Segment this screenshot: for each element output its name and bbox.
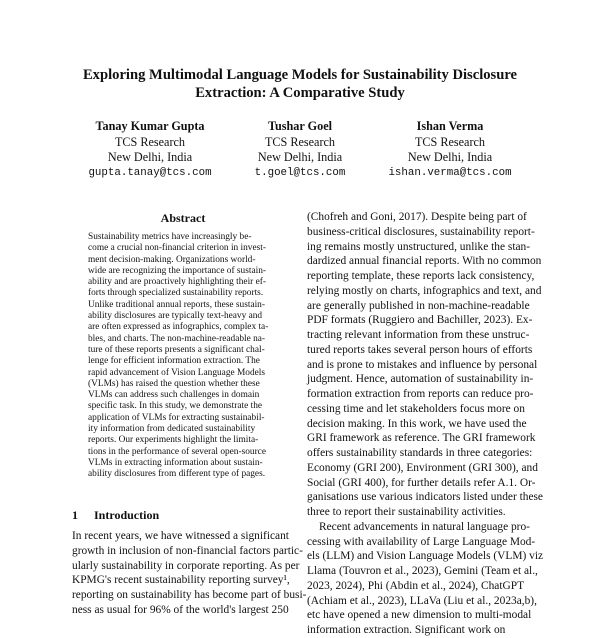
text-line: wide are recognizing the importance of sustain-: [88, 265, 266, 276]
text-line: Social (GRI 400), for further details refer A.1. Or-: [307, 476, 536, 489]
text-line: three to report their sustainability activities.: [307, 506, 506, 518]
text-line: are often expressed as infographics, complex ta-: [88, 322, 269, 333]
text-line: Recent advancements in natural language pro-: [319, 520, 530, 533]
text-line: decision making. In this work, we have used the: [307, 417, 527, 430]
text-line: business-critical disclosures, sustainability report-: [307, 225, 535, 238]
author-name: Tanay Kumar Gupta: [95, 119, 205, 133]
text-line: etc have opened a new dimension to multi-modal: [307, 609, 532, 622]
author-email: gupta.tanay@tcs.com: [88, 166, 212, 179]
text-line: ularly sustainability in corporate reporting. As per: [72, 559, 300, 572]
text-line: ment decision-making. Organizations world-: [88, 254, 256, 265]
section-heading-introduction: [72, 508, 302, 523]
text-line: GRI framework as reference. The GRI framework: [307, 432, 536, 445]
text-line: cessing time and let stakeholders focus more on: [307, 402, 525, 415]
title-line-2: Extraction: A Comparative Study: [195, 85, 405, 101]
author-affiliation: TCS Research: [114, 134, 186, 149]
abstract-heading: Abstract: [160, 211, 206, 225]
abstract-body: [88, 232, 278, 481]
author-email: t.goel@tcs.com: [254, 166, 346, 179]
text-line: KPMG's recent sustainability reporting survey¹,: [72, 574, 290, 587]
text-line: bles, and charts. The non-machine-readable na-: [88, 333, 266, 344]
text-line: and is prone to mistakes and influence by personal: [307, 358, 538, 371]
author-location: New Delhi, India: [407, 150, 493, 164]
text-line: ganisations use various indicators listed under these: [307, 491, 543, 504]
text-line: VLMs in extracting information about sustain-: [88, 457, 263, 468]
text-line: ity information from dedicated sustainability: [88, 424, 256, 435]
text-line: tured reports takes several person hours of efforts: [307, 343, 533, 356]
text-line: tions in the performance of several open-source: [88, 446, 266, 457]
text-line: are generally published in non-machine-readable: [307, 299, 530, 312]
text-line: come a crucial non-financial criterion in invest-: [88, 243, 266, 254]
section-title: Introduction: [94, 508, 160, 522]
text-line: specific task. In this study, we demonstrate the: [88, 401, 263, 412]
author-email: ishan.verma@tcs.com: [388, 166, 512, 179]
text-line: rapid advancement of Vision Language Models: [88, 367, 266, 378]
right-paragraph-2: [307, 520, 544, 638]
text-line: cessing with availability of Large Language Mod-: [307, 535, 536, 548]
text-line: reporting on sustainability has become part of busi-: [72, 589, 307, 602]
text-line: VLMs can address such challenges in domain: [88, 390, 260, 401]
text-line: ture of these reports presents a significant chal-: [88, 344, 265, 355]
text-line: ability and are proactively highlighting their ef-: [88, 277, 266, 288]
text-line: lenge for efficient information extraction. The: [88, 356, 260, 367]
text-line: 2023, 2024), Phi (Abdin et al., 2024), ChatGPT: [307, 579, 525, 592]
text-line: ness as usual for 96% of the world's largest 250: [72, 603, 289, 616]
text-line: ing remains mostly unstructured, unlike the stan-: [307, 240, 531, 253]
right-paragraph-1: [307, 210, 543, 520]
author-name: Ishan Verma: [416, 119, 484, 133]
author-affiliation: TCS Research: [414, 134, 486, 149]
text-line: forts through specialized sustainability reports.: [88, 288, 264, 299]
text-line: (VLMs) has raised the question whether these: [88, 378, 260, 389]
text-line: application of VLMs for extracting sustainabil-: [88, 412, 265, 423]
text-line: (Achiam et al., 2023), LLaVa (Liu et al., 2023a,b),: [307, 594, 537, 607]
text-line: relying mostly on charts, infographics and text, and: [307, 284, 542, 297]
section-number: 1: [72, 508, 78, 522]
text-line: Sustainability metrics have increasingly be-: [88, 232, 252, 242]
text-line: els (LLM) and Vision Language Models (VLM) viz: [307, 550, 544, 563]
text-line: information extraction. Significant work on: [307, 624, 506, 636]
text-line: (Chofreh and Goni, 2017). Despite being part of: [307, 211, 527, 223]
text-line: ability disclosures are typically text-heavy and: [88, 311, 263, 322]
text-line: dardized annual financial reports. With no common: [307, 255, 542, 268]
text-line: reporting template, these reports lack consistency,: [307, 270, 535, 282]
text-line: ability disclosures from different type of pages.: [88, 469, 266, 480]
text-line: reports. Our experiments highlight the limita-: [88, 435, 259, 446]
text-line: Economy (GRI 200), Environment (GRI 300), and: [307, 461, 538, 474]
right-column: [307, 210, 544, 638]
introduction-body: [72, 529, 307, 618]
text-line: offers sustainability standards in three categories:: [307, 447, 533, 459]
title-line-1: Exploring Multimodal Language Models for Sustainability Disclosure: [82, 67, 518, 83]
author-name: Tushar Goel: [267, 119, 332, 133]
author-location: New Delhi, India: [257, 150, 343, 164]
author-affiliation: TCS Research: [264, 134, 336, 149]
text-line: formation extraction from reports can reduce pro-: [307, 388, 534, 400]
text-line: tracting relevant information from these unstruc-: [307, 329, 530, 341]
text-line: Unlike traditional annual reports, these sustain-: [88, 299, 265, 310]
text-line: PDF formats (Ruggiero and Bachiller, 2023). Ex-: [307, 314, 533, 327]
text-line: growth in inclusion of non-financial factors partic-: [72, 544, 303, 557]
paper-title: [40, 66, 560, 102]
author-block: [355, 119, 545, 181]
text-line: In recent years, we have witnessed a significant: [72, 530, 289, 542]
text-line: Llama (Touvron et al., 2023), Gemini (Team et al.,: [307, 565, 538, 577]
text-line: judgment. Hence, automation of sustainability in-: [307, 373, 534, 386]
author-location: New Delhi, India: [107, 150, 193, 164]
